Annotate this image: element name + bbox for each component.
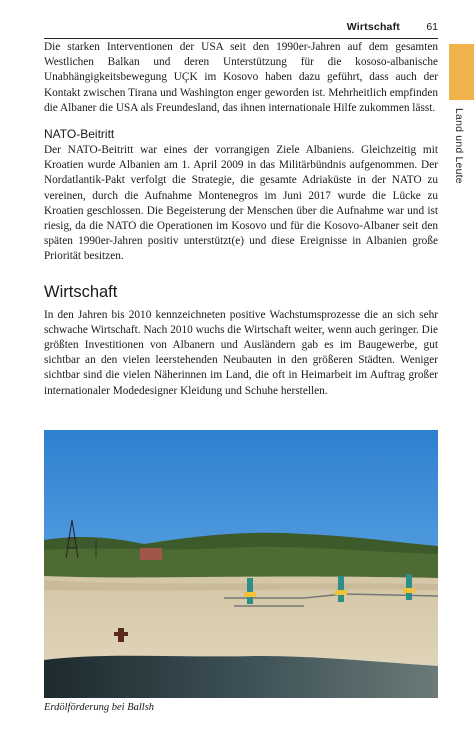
nato-paragraph: Der NATO-Beitritt war eines der vorrangigen Ziele Albaniens. Gleichzeitig mit Kroatien wurde Albanien am 1. April 2009 in das Militärbündnis aufgenommen. Der Nordatlantik-Pakt verfolgt die Strategie, die gesamte Adriaküste in der NATO zu vereinen, durch die Aufnahme Montenegros im Juni 2017 wurde die Lücke zu Kroatien geschlossen. Die Begeisterung der Menschen über die Aufnahme war und ist riesig, da die NATO die Operationen im Kosovo und für die Kosovo-Albaner seit den späten 1990er-Jahren positiv unterstützt(e) und diese Ereignisse in Albanien große Priorität besitzen. [44, 144, 438, 263]
oil-field-photo [44, 430, 438, 698]
photo-caption: Erdölförderung bei Ballsh [44, 702, 155, 713]
running-header [44, 18, 438, 39]
intro-paragraph: Die starken Interventionen der USA seit den 1990er-Jahren auf dem gesamten Westlichen Balkan und deren Unterstützung für die kososo-albanische Unabhängigkeitsbewegung UÇK im Kosovo haben dazu geführt, dass auch der Kontakt zwischen Tirana und Washington enger geworden ist. Mehrheitlich empfinden die Albaner die USA als Freundesland, das ihnen internationale Hilfe zukommen lässt. [44, 41, 438, 114]
economy-heading: Wirtschaft [44, 282, 118, 301]
chapter-side-label: Land und Leute [453, 108, 465, 184]
oil-puddle [44, 656, 438, 698]
article-body [44, 40, 438, 399]
chapter-tab-marker [449, 44, 474, 100]
nato-heading: NATO-Beitritt [44, 127, 115, 142]
header-section-title: Wirtschaft [346, 21, 400, 33]
page-number: 61 [426, 21, 438, 33]
farm-building [140, 548, 162, 560]
economy-paragraph: In den Jahren bis 2010 kennzeichneten positive Wachstumsprozesse die an sich sehr schwache Wirtschaft. Nach 2010 wuchs die Wirtschaft weiter, wenn auch geringer. Die größten Investitionen von Albanern und Ausländern gab es im Baugewerbe, gut sichtbar an den vielen leerstehenden Neubauten in den größeren Städten. Weniger sichtbar sind die vielen Näherinnen im Land, die oft in Heimarbeit im Auftrag großer internationaler Modedesigner Kleidung und Schuhe herstellen. [44, 308, 438, 397]
hill-front [44, 547, 438, 582]
oil-field-photo-illustration [44, 430, 438, 698]
